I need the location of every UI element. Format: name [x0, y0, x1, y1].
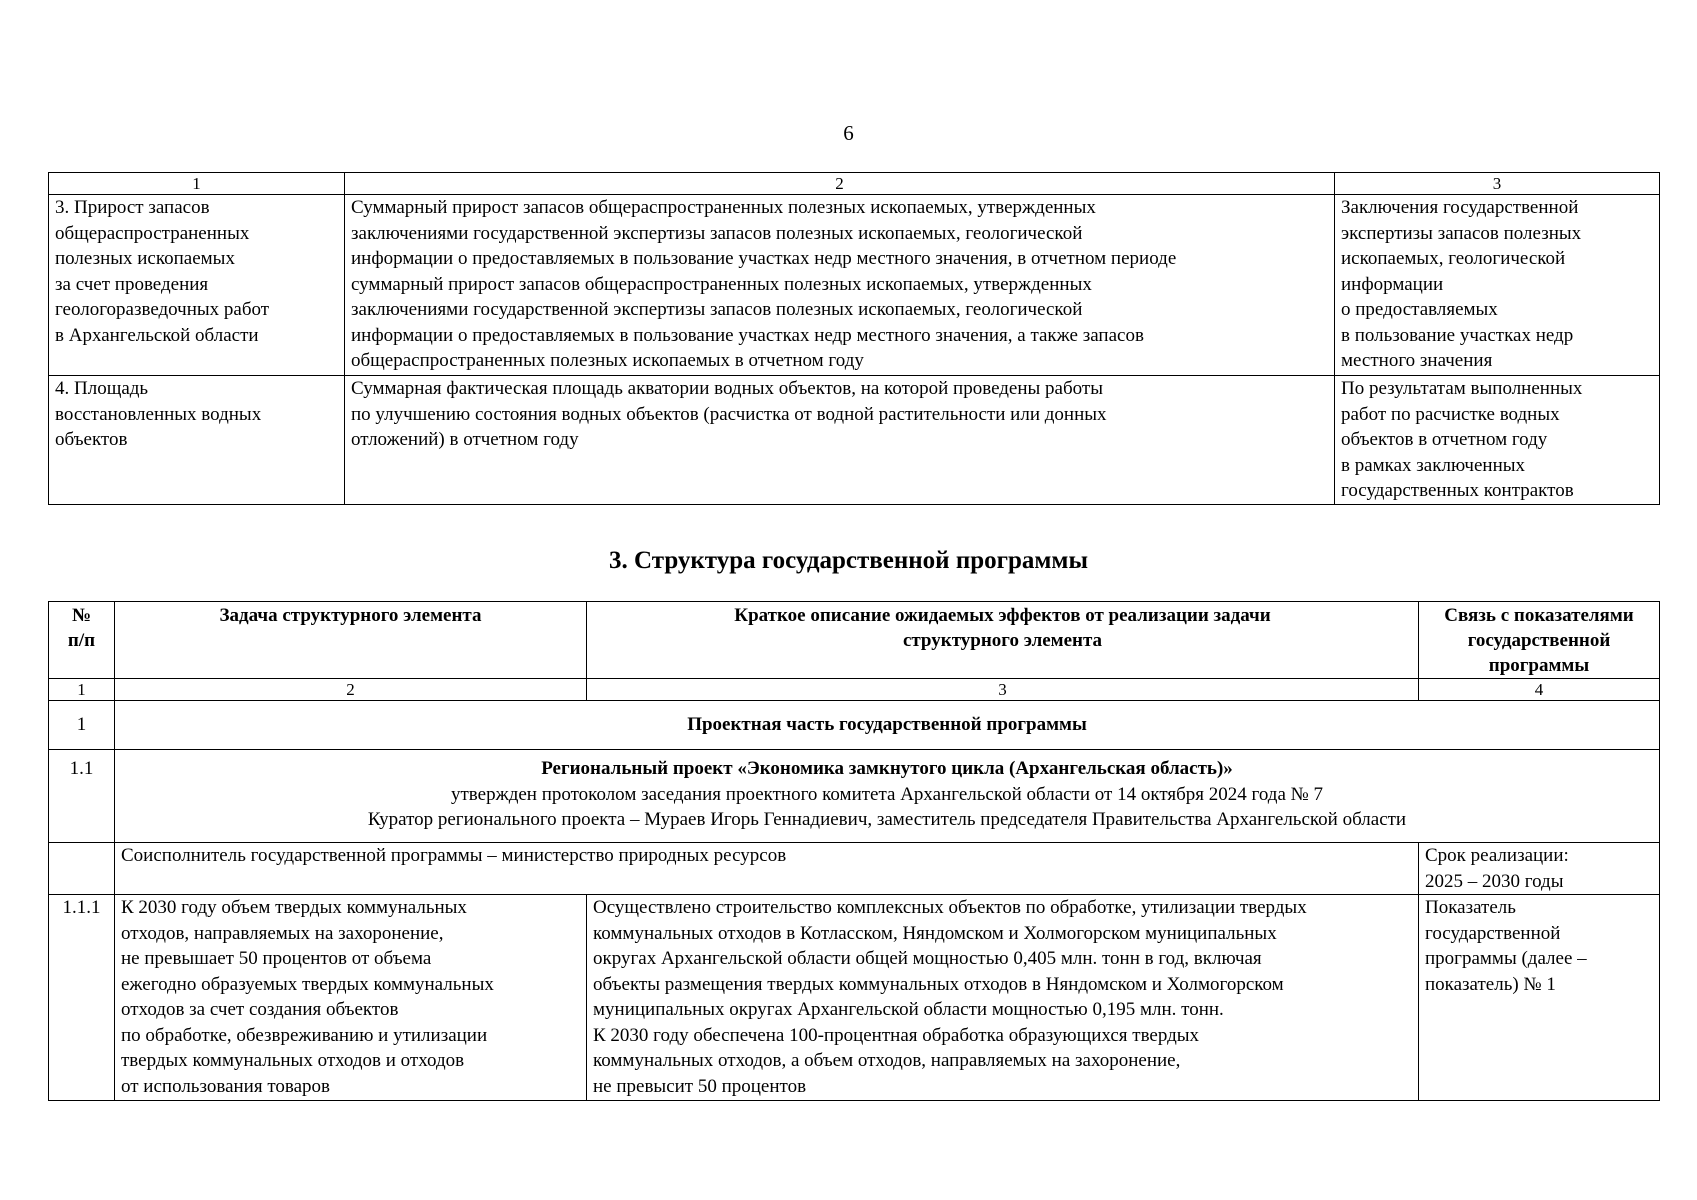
column-number: 2: [345, 173, 1335, 195]
project-row: [49, 750, 1660, 843]
header-effects: Краткое описание ожидаемых эффектов от реализации задачи структурного элемента: [587, 602, 1419, 679]
method-cell: Суммарный прирост запасов общераспространенных полезных ископаемых, утвержденных заключениями государственной экспертизы запасов полезных ископаемых, геологической информации о предоставляемых в пользование участках недр местного значения, в отчетном периоде суммарный прирост запасов общераспространенных полезных ископаемых, утвержденных заключениями государственной экспертизы запасов полезных ископаемых, геологической информации о предоставляемых в пользование участках недр местного значения, а также запасов общераспространенных полезных ископаемых в отчетном году: [345, 195, 1335, 376]
task-text: К 2030 году объем твердых коммунальных отходов, направляемых на захоронение, не превышает 50 процентов от объема ежегодно образуемых твердых коммунальных отходов за счет создания объектов по обработке, обезвреживанию и утилизации твердых коммунальных отходов и отходов от использования товаров: [115, 895, 587, 1101]
coexecutor-text: Соисполнитель государственной программы – министерство природных ресурсов: [115, 843, 1419, 895]
empty-cell: [49, 843, 115, 895]
header-num: № п/п: [49, 602, 115, 679]
column-numbers-row: [49, 679, 1660, 701]
column-number: 1: [49, 173, 345, 195]
indicator-link: Показатель государственной программы (далее – показатель) № 1: [1419, 895, 1660, 1101]
header-task: Задача структурного элемента: [115, 602, 587, 679]
section-row: [49, 701, 1660, 750]
effects-text: Осуществлено строительство комплексных объектов по обработке, утилизации твердых коммунальных отходов в Котласском, Няндомском и Холмогорском муниципальных округах Архангельской области общей мощностью 0,405 млн. тонн в год, включая объекты размещения твердых коммунальных отходов в Няндомском и Холмогорском муниципальных округах Архангельской области мощностью 0,195 млн. тонн. К 2030 году обеспечена 100-процентная обработка образующихся твердых коммунальных отходов, а объем отходов, направляемых на захоронение, не превысит 50 процентов: [587, 895, 1419, 1101]
header-link: Связь с показателями государственной программы: [1419, 602, 1660, 679]
page-number: 6: [843, 121, 854, 145]
project-description: [115, 750, 1660, 843]
column-number: 3: [1335, 173, 1660, 195]
task-row: [49, 895, 1660, 1101]
table-header-row: [49, 173, 1660, 195]
source-cell: По результатам выполненных работ по расчистке водных объектов в отчетном году в рамках заключенных государственных контрактов: [1335, 376, 1660, 505]
table-row: [49, 376, 1660, 505]
section-title: 3. Структура государственной программы: [609, 547, 1088, 574]
method-cell: Суммарная фактическая площадь акватории водных объектов, на которой проведены работы по улучшению состояния водных объектов (расчистка от водной растительности или донных отложений) в отчетном году: [345, 376, 1335, 505]
table-header-row: [49, 602, 1660, 679]
column-number: 3: [587, 679, 1419, 701]
column-number: 2: [115, 679, 587, 701]
project-num: 1.1: [49, 750, 115, 843]
column-number: 4: [1419, 679, 1660, 701]
implementation-term: Срок реализации: 2025 – 2030 годы: [1419, 843, 1660, 895]
source-cell: Заключения государственной экспертизы запасов полезных ископаемых, геологической информации о предоставляемых в пользование участках недр местного значения: [1335, 195, 1660, 376]
column-number: 1: [49, 679, 115, 701]
section-num: 1: [49, 701, 115, 750]
project-curator: Куратор регионального проекта – Мураев Игорь Геннадиевич, заместитель председателя Правительства Архангельской области: [367, 809, 1407, 830]
section-heading: Проектная часть государственной программы: [115, 701, 1660, 750]
indicator-cell: 4. Площадь восстановленных водных объектов: [49, 376, 345, 505]
indicators-method-table: [48, 172, 1660, 505]
indicator-cell: 3. Прирост запасов общераспространенных полезных ископаемых за счет проведения геологоразведочных работ в Архангельской области: [49, 195, 345, 376]
table-row: [49, 195, 1660, 376]
coexecutor-row: [49, 843, 1660, 895]
project-approval: утвержден протоколом заседания проектного комитета Архангельской области от 14 октября 2024 года № 7: [450, 783, 1324, 805]
program-structure-table: [48, 601, 1660, 1101]
task-num: 1.1.1: [49, 895, 115, 1101]
project-title: Региональный проект «Экономика замкнутого цикла (Архангельская область)»: [541, 758, 1233, 779]
